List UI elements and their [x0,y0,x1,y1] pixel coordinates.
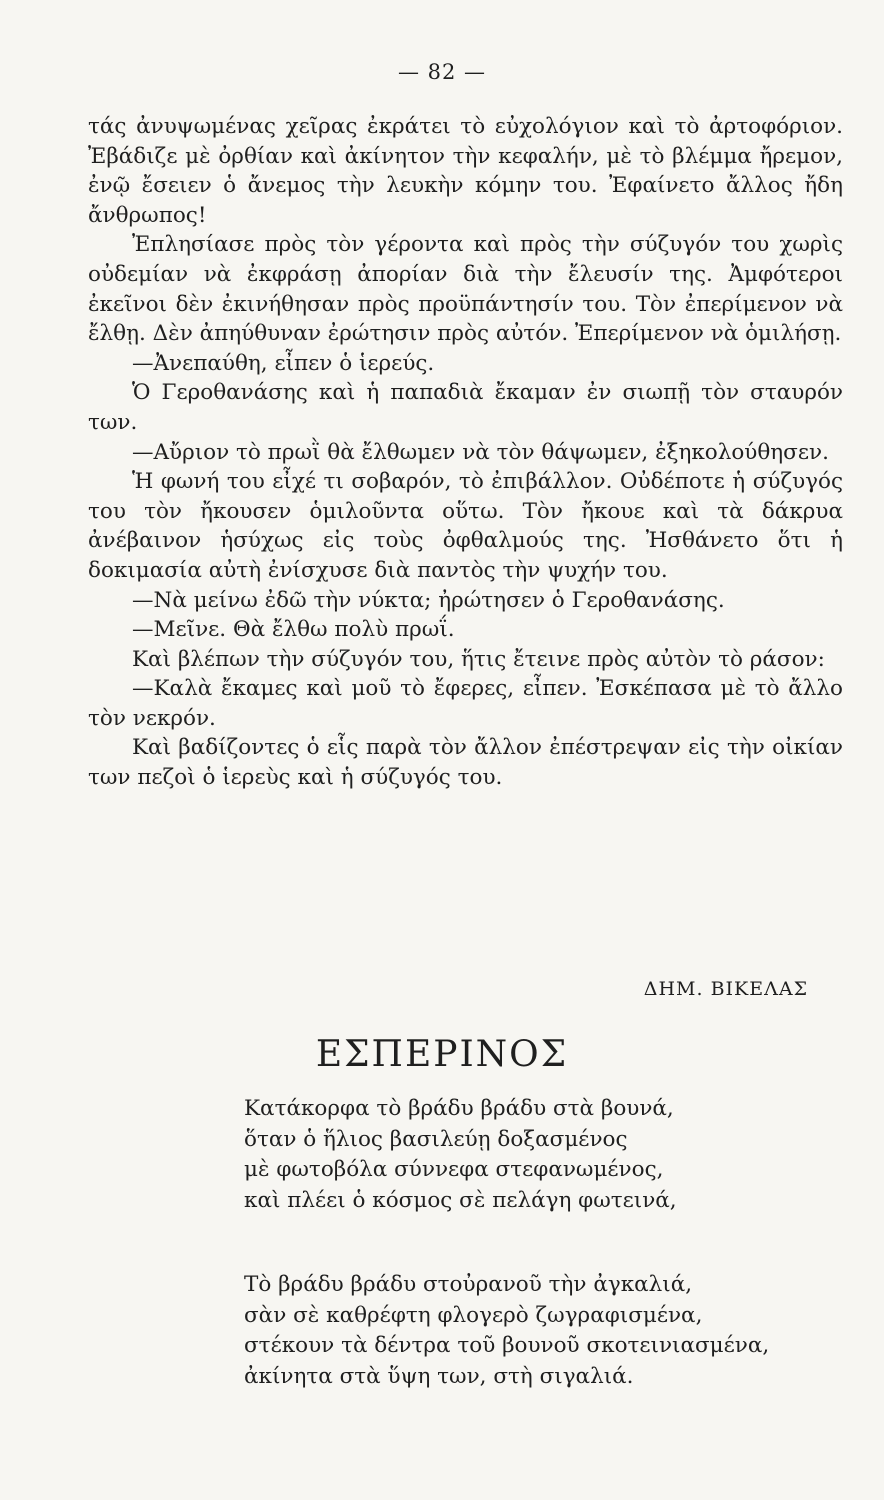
poem-verse: Τὸ βράδυ βράδυ στοὐρανοῦ τὴν ἀγκαλιά, [244,1272,693,1297]
paragraph: Ὁ Γεροθανάσης καὶ ἡ παπαδιὰ ἔκαμαν ἐν σιωπῇ τὸν σταυρόν των. [88,380,843,435]
poem-verse: μὲ φωτοβόλα σύννεφα στεφανωμένος, [244,1157,664,1183]
poem-verse: Κατάκορφα τὸ βράδυ βράδυ στὰ βουνά, [244,1096,674,1121]
dialogue-line: —Νὰ μείνω ἐδῶ τὴν νύκτα; ἠρώτησεν ὁ Γεροθανάσης. [132,587,725,613]
paragraph: Καὶ βλέπων τὴν σύζυγόν του, ἥτις ἔτεινε πρὸς αὐτὸν τὸ ράσον: [132,646,825,672]
poem-verse: ἀκίνητα στὰ ὕψη των, στὴ σιγαλιά. [244,1363,634,1389]
poem-title: ΕΣΠΕΡΙΝΟΣ [315,1034,569,1075]
poem-verse: καὶ πλέει ὁ κόσμος σὲ πελάγη φωτεινά, [244,1187,677,1213]
dialogue-line: —Αὔριον τὸ πρωῒ θὰ ἔλθωμεν νὰ τὸν θάψωμεν, ἐξηκολούθησεν. [132,439,829,465]
paragraph: Ἡ φωνή του εἶχέ τι σοβαρόν, τὸ ἐπιβάλλον. Οὐδέποτε ἡ σύζυγός του τὸν ἤκουσεν ὁμιλοῦντα οὕτω. Τὸν ἤκουε καὶ τὰ δάκρυα ἀνέβαινον ἡσύχως εἰς τοὺς ὀφθαλμούς της. Ἠσθάνετο ὅτι ἡ δοκιμασία αὐτὴ ἐνίσχυσε διὰ παντὸς τὴν ψυχήν του. [88,469,843,583]
poem-stanza [244,1270,844,1392]
poem-stanza [244,1094,844,1216]
dialogue-line: —Καλὰ ἔκαμες καὶ μοῦ τὸ ἔφερες, εἶπεν. Ἐσκέπασα μὲ τὸ ἄλλο τὸν νεκρόν. [88,676,843,731]
dialogue-line: —Ἀνεπαύθη, εἶπεν ὁ ἱερεύς. [132,350,435,376]
story-text [88,112,843,793]
paragraph: τάς ἀνυψωμένας χεῖρας ἐκράτει τὸ εὐχολόγιον καὶ τὸ ἀρτοφόριον. Ἐβάδιζε μὲ ὀρθίαν καὶ ἀκίνητον τὴν κεφαλήν, μὲ τὸ βλέμμα ἤρεμον, ἐνῷ ἔσειεν ὁ ἄνεμος τὴν λευκὴν κόμην του. Ἐφαίνετο ἄλλος ἤδη ἄνθρωπος! [88,114,843,228]
paragraph: Ἐπλησίασε πρὸς τὸν γέροντα καὶ πρὸς τὴν σύζυγόν του χωρὶς οὐδεμίαν νὰ ἐκφράσῃ ἀπορίαν διὰ τὴν ἔλευσίν της. Ἀμφότεροι ἐκεῖνοι δὲν ἐκινήθησαν πρὸς προϋπάντησίν του. Τὸν ἐπερίμενον νὰ ἔλθῃ. Δὲν ἀπηύθυναν ἐρώτησιν πρὸς αὐτόν. Ἐπερίμενον νὰ ὁμιλήσῃ. [88,232,843,347]
author-signature: ΔΗΜ. ΒΙΚΕΛΑΣ [643,978,808,1000]
poem-verse: στέκουν τὰ δέντρα τοῦ βουνοῦ σκοτεινιασμένα, [244,1333,770,1359]
poem-verse: σὰν σὲ καθρέφτη φλογερὸ ζωγραφισμένα, [244,1302,703,1328]
page-number: — 82 — [397,60,487,84]
dialogue-line: —Μεῖνε. Θὰ ἔλθω πολὺ πρωΐ. [132,617,455,643]
paragraph: Καὶ βαδίζοντες ὁ εἷς παρὰ τὸν ἄλλον ἐπέστρεψαν εἰς τὴν οἰκίαν των πεζοὶ ὁ ἱερεὺς καὶ ἡ σύζυγός του. [88,735,843,791]
poem-verse: ὅταν ὁ ἥλιος βασιλεύῃ δοξασμένος [244,1126,628,1152]
